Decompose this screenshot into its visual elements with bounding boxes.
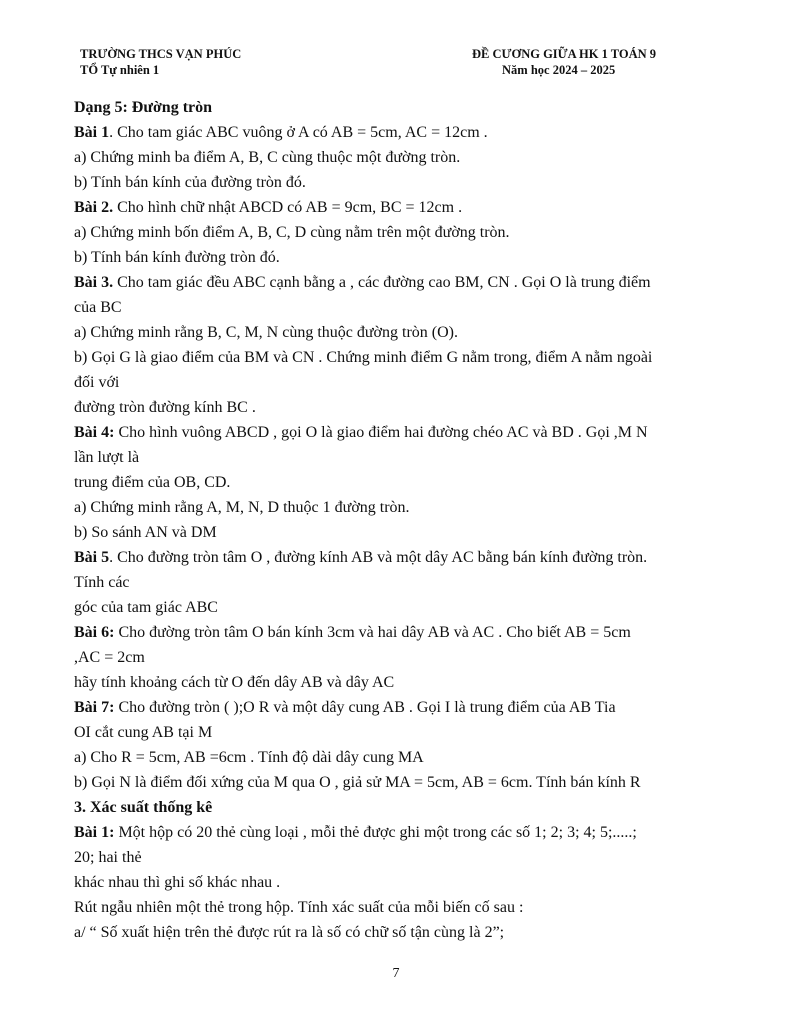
line-text: Cho đường tròn tâm O bán kính 3cm và hai dây AB và AC . Cho biết AB = 5cm	[114, 624, 631, 641]
line-text: a/ “ Số xuất hiện trên thẻ được rút ra là số có chữ số tận cùng là 2”;	[74, 924, 505, 941]
text-line	[74, 145, 738, 170]
text-line	[74, 495, 738, 520]
text-line	[74, 820, 738, 845]
text-line	[74, 645, 738, 670]
school-name: TRƯỜNG THCS VẠN PHÚC	[80, 47, 242, 61]
bold-label: Dạng 5: Đường tròn	[74, 99, 213, 116]
text-line	[74, 170, 738, 195]
bold-label: Bài 6:	[74, 624, 115, 641]
line-text: b) Gọi G là giao điểm của BM và CN . Chứng minh điểm G nằm trong, điểm A nằm ngoài	[74, 349, 653, 366]
line-text: a) Chứng minh rằng A, M, N, D thuộc 1 đường tròn.	[74, 499, 410, 516]
line-text: Cho tam giác đều ABC cạnh bằng a , các đường cao BM, CN . Gọi O là trung điểm	[113, 274, 651, 291]
line-text: trung điểm của OB, CD.	[74, 474, 231, 491]
text-line	[74, 245, 738, 270]
line-text: ,AC = 2cm	[74, 649, 145, 666]
line-text: đường tròn đường kính BC .	[74, 399, 256, 416]
bold-label: Bài 7:	[74, 699, 115, 716]
bold-label: Bài 3.	[74, 274, 114, 291]
line-text: Cho hình vuông ABCD , gọi O là giao điểm hai đường chéo AC và BD . Gọi ,M N	[114, 424, 648, 441]
text-line	[74, 95, 738, 120]
page-number: 7	[392, 966, 400, 981]
department: TỔ Tự nhiên 1	[80, 63, 160, 77]
text-line	[74, 745, 738, 770]
bold-label: 3. Xác suất thống kê	[74, 799, 213, 816]
bold-label: Bài 2.	[74, 199, 114, 216]
line-text: b) Gọi N là điểm đối xứng của M qua O , giả sử MA = 5cm, AB = 6cm. Tính bán kính R	[74, 774, 641, 791]
line-text: OI cắt cung AB tại M	[74, 724, 213, 741]
line-text: a) Cho R = 5cm, AB =6cm . Tính độ dài dây cung MA	[74, 749, 424, 766]
text-line	[74, 595, 738, 620]
line-text: lần lượt là	[74, 449, 140, 466]
text-line	[74, 620, 738, 645]
bold-label: Bài 5	[74, 549, 110, 566]
text-line	[74, 720, 738, 745]
line-text: góc của tam giác ABC	[74, 599, 218, 616]
text-line	[74, 770, 738, 795]
text-line	[74, 570, 738, 595]
text-line	[74, 545, 738, 570]
header-left	[80, 46, 241, 78]
line-text: . Cho đường tròn tâm O , đường kính AB và một dây AC bằng bán kính đường tròn.	[109, 549, 648, 566]
line-text: a) Chứng minh bốn điểm A, B, C, D cùng nằm trên một đường tròn.	[74, 224, 510, 241]
text-line	[74, 795, 738, 820]
line-text: hãy tính khoảng cách từ O đến dây AB và dây AC	[74, 674, 395, 691]
text-line	[74, 895, 738, 920]
line-text: a) Chứng minh ba điểm A, B, C cùng thuộc một đường tròn.	[74, 149, 461, 166]
text-line	[74, 670, 738, 695]
text-line	[74, 395, 738, 420]
bold-label: Bài 1:	[74, 824, 115, 841]
text-line	[74, 195, 738, 220]
line-text: đối với	[74, 374, 120, 391]
line-text: Cho đường tròn ( );O R và một dây cung AB . Gọi I là trung điểm của AB Tia	[114, 699, 616, 716]
line-text: Cho hình chữ nhật ABCD có AB = 9cm, BC = 12cm .	[113, 199, 463, 216]
text-line	[74, 870, 738, 895]
text-line	[74, 270, 738, 295]
text-line	[74, 920, 738, 945]
line-text: Rút ngẫu nhiên một thẻ trong hộp. Tính xác suất của mỗi biến cố sau :	[74, 899, 524, 916]
text-line	[74, 370, 738, 395]
document-title: ĐỀ CƯƠNG GIỮA HK 1 TOÁN 9	[472, 47, 657, 61]
text-line	[74, 845, 738, 870]
text-line	[74, 695, 738, 720]
text-line	[74, 295, 738, 320]
text-line	[74, 445, 738, 470]
text-line	[74, 345, 738, 370]
line-text: b) Tính bán kính đường tròn đó.	[74, 249, 280, 266]
text-line	[74, 120, 738, 145]
line-text: 20; hai thẻ	[74, 849, 142, 866]
text-line	[74, 320, 738, 345]
document-body	[74, 95, 738, 945]
bold-label: Bài 1	[74, 124, 110, 141]
line-text: b) So sánh AN và DM	[74, 524, 217, 541]
line-text: Một hộp có 20 thẻ cùng loại , mỗi thẻ được ghi một trong các số 1; 2; 3; 4; 5;.....;	[114, 824, 637, 841]
line-text: . Cho tam giác ABC vuông ở A có AB = 5cm, AC = 12cm .	[109, 124, 488, 141]
header-right	[472, 46, 656, 78]
school-year: Năm học 2024 – 2025	[502, 63, 616, 77]
line-text: Tính các	[74, 574, 130, 591]
bold-label: Bài 4:	[74, 424, 115, 441]
line-text: b) Tính bán kính của đường tròn đó.	[74, 174, 306, 191]
text-line	[74, 470, 738, 495]
text-line	[74, 520, 738, 545]
text-line	[74, 420, 738, 445]
line-text: của BC	[74, 299, 122, 316]
text-line	[74, 220, 738, 245]
line-text: khác nhau thì ghi số khác nhau .	[74, 874, 281, 891]
line-text: a) Chứng minh rằng B, C, M, N cùng thuộc đường tròn (O).	[74, 324, 458, 341]
